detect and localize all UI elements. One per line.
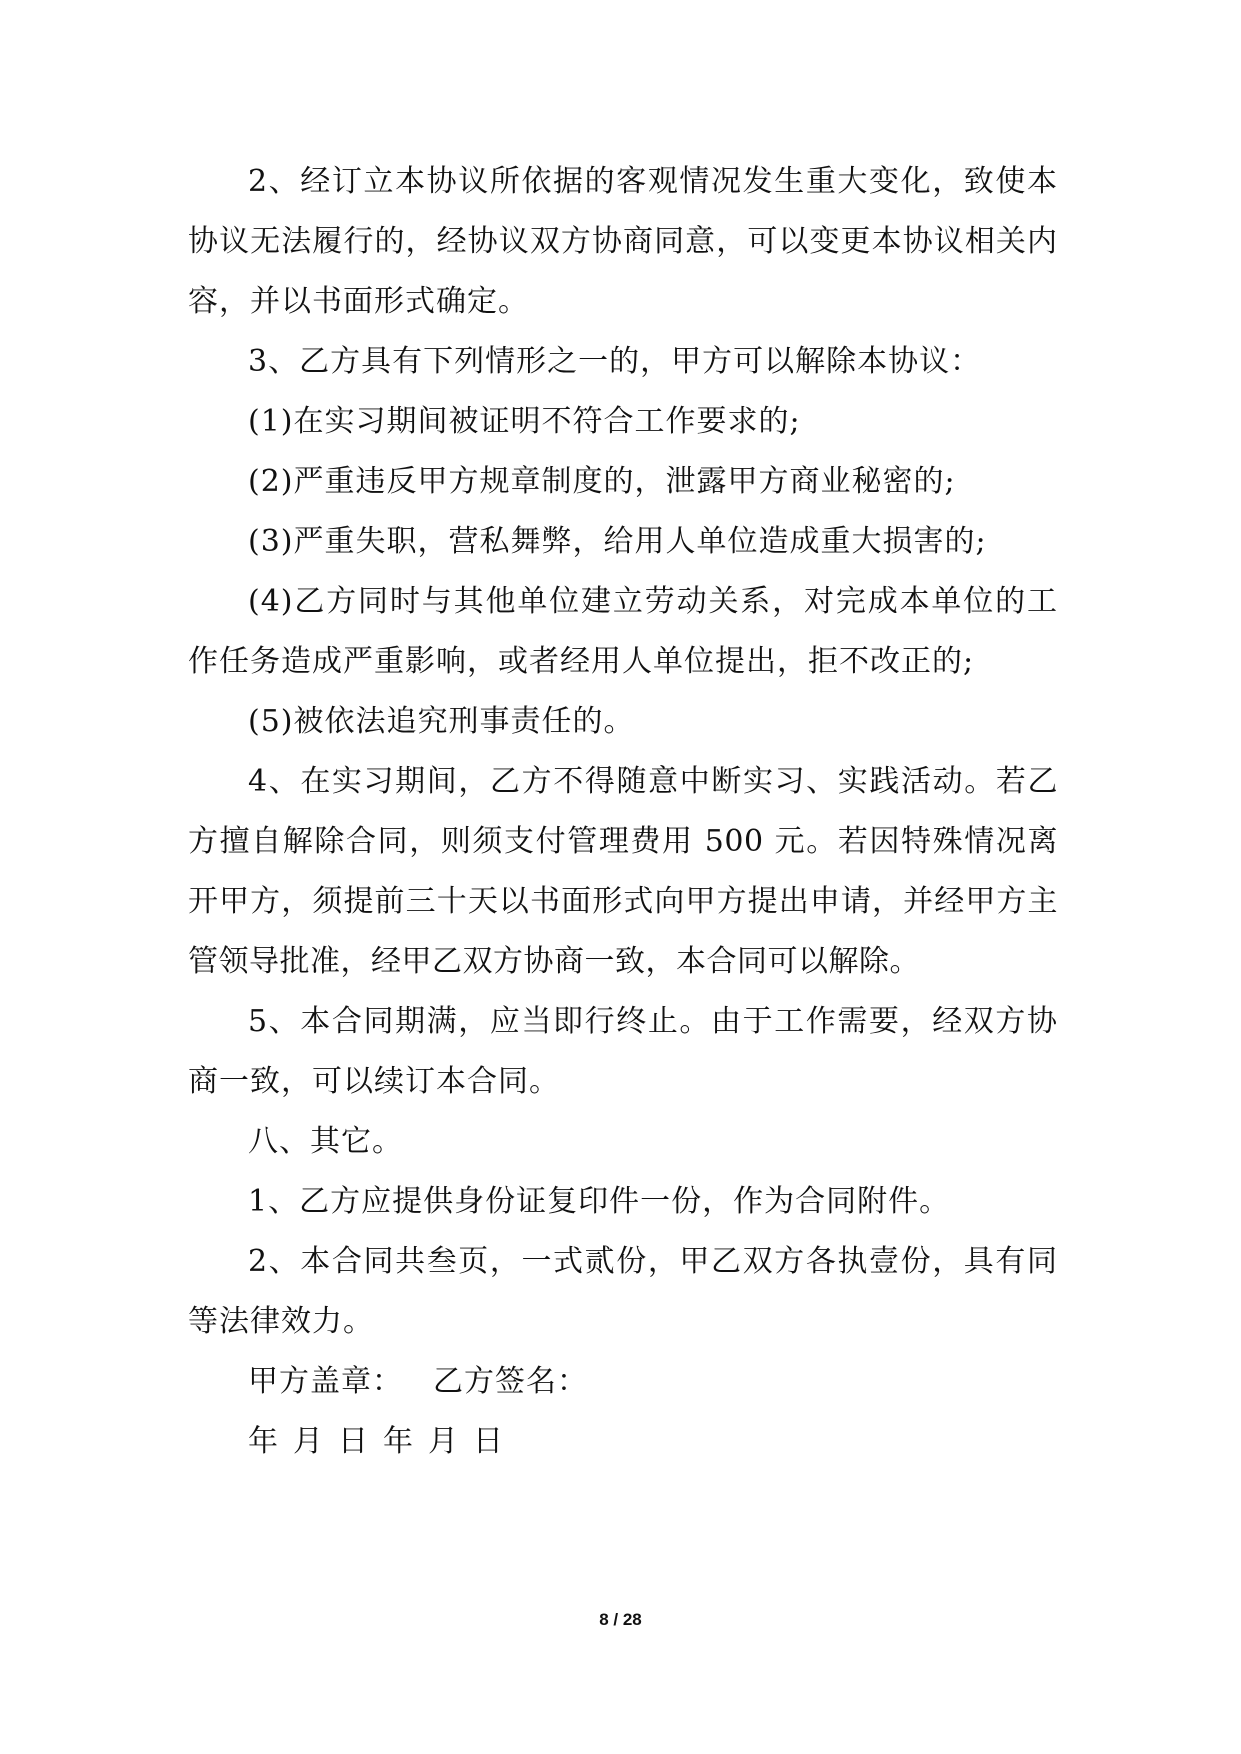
party-b-signature-label: 乙方签名：	[433, 1364, 588, 1399]
paragraph-clause-3-termination: 3、乙方具有下列情形之一的，甲方可以解除本协议：	[248, 344, 982, 379]
date-year-b: 年	[383, 1424, 414, 1459]
paragraph-item-1: (1)在实习期间被证明不符合工作要求的;	[248, 404, 801, 439]
date-day-a: 日	[338, 1424, 369, 1459]
signature-line	[188, 1352, 1058, 1412]
paragraph-item-5: (5)被依法追究刑事责任的。	[248, 704, 635, 739]
paragraph-clause-4-internship: 4、在实习期间，乙方不得随意中断实习、实践活动。若乙方擅自解除合同，则须支付管理费用 500 元。若因特殊情况离开甲方，须提前三十天以书面形式向甲方提出申请，并经甲方主管领导批准，经甲乙双方协商一致，本合同可以解除。	[188, 764, 1058, 979]
party-a-seal-label: 甲方盖章：	[248, 1364, 403, 1399]
paragraph-item-2: (2)严重违反甲方规章制度的，泄露甲方商业秘密的;	[248, 464, 956, 499]
date-month-a: 月	[293, 1424, 324, 1459]
date-line	[188, 1412, 1058, 1472]
document-body	[188, 152, 1058, 1472]
paragraph-item-4: (4)乙方同时与其他单位建立劳动关系，对完成本单位的工作任务造成严重影响，或者经用人单位提出，拒不改正的;	[188, 584, 1058, 679]
paragraph-other-2: 2、本合同共叁页，一式贰份，甲乙双方各执壹份，具有同等法律效力。	[188, 1244, 1058, 1339]
paragraph-clause-2-change: 2、经订立本协议所依据的客观情况发生重大变化，致使本协议无法履行的，经协议双方协商同意，可以变更本协议相关内容，并以书面形式确定。	[188, 164, 1058, 319]
date-day-b: 日	[473, 1424, 504, 1459]
paragraph-other-1: 1、乙方应提供身份证复印件一份，作为合同附件。	[248, 1184, 951, 1219]
date-year-a: 年	[248, 1424, 279, 1459]
page-number: 8 / 28	[599, 1610, 642, 1629]
paragraph-clause-5-expiry: 5、本合同期满，应当即行终止。由于工作需要，经双方协商一致，可以续订本合同。	[188, 1004, 1058, 1099]
section-heading-other: 八、其它。	[248, 1124, 403, 1159]
date-month-b: 月	[428, 1424, 459, 1459]
paragraph-item-3: (3)严重失职，营私舞弊，给用人单位造成重大损害的;	[248, 524, 987, 559]
